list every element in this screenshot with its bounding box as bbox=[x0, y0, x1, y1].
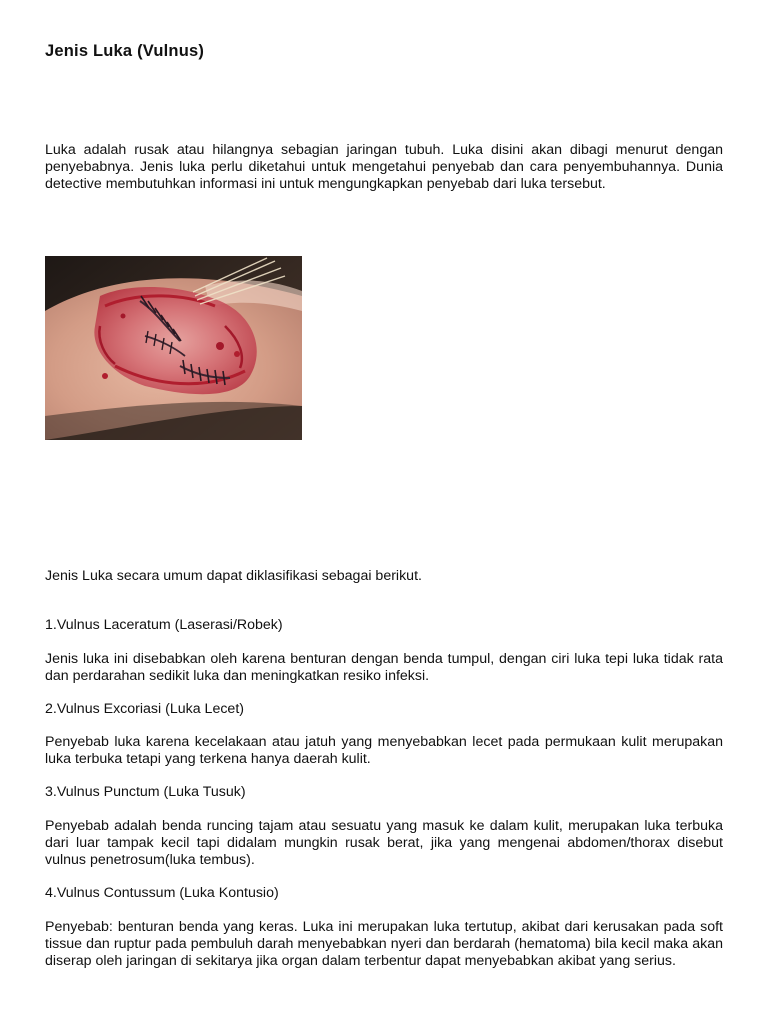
section-body-3: Penyebab adalah benda runcing tajam atau sesuatu yang masuk ke dalam kulit, merupakan luka terbuka dari luar tampak kecil tapi didalam mungkin rusak berat, jika yang mengenai abdomen/thorax disebut vulnus penetrosum(luka tembus). bbox=[45, 818, 723, 868]
wound-stitches-icon bbox=[45, 256, 302, 440]
wound-photo bbox=[45, 256, 302, 440]
section-heading-3: 3.Vulnus Punctum (Luka Tusuk) bbox=[45, 784, 246, 800]
section-heading-2: 2.Vulnus Excoriasi (Luka Lecet) bbox=[45, 701, 244, 717]
page-title: Jenis Luka (Vulnus) bbox=[45, 42, 205, 60]
section-body-2: Penyebab luka karena kecelakaan atau jatuh yang menyebabkan lecet pada permukaan kulit merupakan luka terbuka tetapi yang terkena hanya daerah kulit. bbox=[45, 734, 723, 767]
intro-paragraph: Luka adalah rusak atau hilangnya sebagian jaringan tubuh. Luka disini akan dibagi menurut dengan penyebabnya. Jenis luka perlu diketahui untuk mengetahui penyebab dan cara penyembuhannya. Dunia detective membutuhkan informasi ini untuk mengungkapkan penyebab dari luka tersebut. bbox=[45, 142, 723, 192]
section-heading-4: 4.Vulnus Contussum (Luka Kontusio) bbox=[45, 885, 279, 901]
classification-intro: Jenis Luka secara umum dapat diklasifikasi sebagai berikut. bbox=[45, 568, 422, 584]
section-body-1: Jenis luka ini disebabkan oleh karena benturan dengan benda tumpul, dengan ciri luka tepi luka tidak rata dan perdarahan sedikit luka dan meningkatkan resiko infeksi. bbox=[45, 651, 723, 684]
section-heading-1: 1.Vulnus Laceratum (Laserasi/Robek) bbox=[45, 617, 283, 633]
section-body-4: Penyebab: benturan benda yang keras. Luka ini merupakan luka tertutup, akibat dari kerusakan pada soft tissue dan ruptur pada pembuluh darah menyebabkan nyeri dan berdarah (hematoma) bila kecil maka akan diserap oleh jaringan di sekitarya jika organ dalam terbentur dapat menyebabkan akibat yang serius. bbox=[45, 919, 723, 969]
